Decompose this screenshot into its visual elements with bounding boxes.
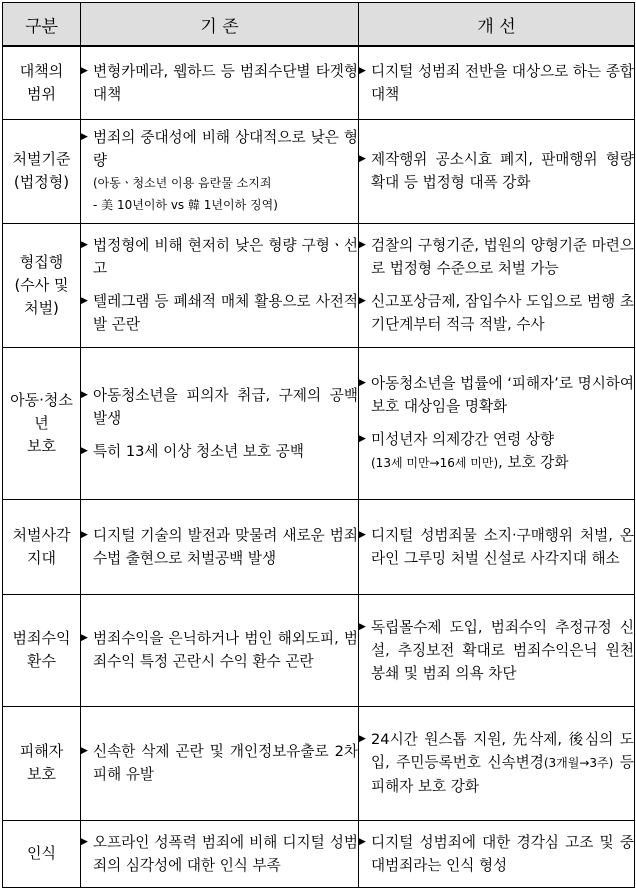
category-line: 처벌) <box>24 298 59 317</box>
bullet-item: ▶ 변형카메라, 웹하드 등 범죄수단별 타겟형 대책 <box>81 60 358 106</box>
table-row <box>3 119 635 223</box>
bullet-item: ▶ 디지털 성범죄 전반을 대상으로 하는 종합대책 <box>359 60 634 106</box>
before-cell <box>81 706 359 820</box>
category-line: 지대 <box>27 548 56 567</box>
bullet-item: ▶ 오프라인 성폭력 범죄에 비해 디지털 성범죄의 심각성에 대한 인식 부족 <box>81 831 358 877</box>
comparison-table <box>2 2 635 888</box>
category-line: 범죄수익 <box>12 629 71 647</box>
after-cell <box>359 223 635 347</box>
header-category: 구분 <box>3 3 81 47</box>
bullet-item: ▶ 독립몰수제 도입, 범죄수익 추정규정 신설, 추징보전 확대로 범죄수익은닉 원천 봉쇄 및 범죄 의욕 차단 <box>359 616 634 685</box>
before-cell <box>81 594 359 706</box>
bullet-arrow-icon: ▶ <box>359 621 366 632</box>
bullet-item: ▶ 범죄의 중대성에 비해 상대적으로 낮은 형량 (아동ㆍ청소년 이용 음란물 소지죄 - 美 10년이하 vs 韓 1년이하 징역) <box>81 126 358 216</box>
category-cell <box>3 223 81 347</box>
bullet-arrow-icon: ▶ <box>81 836 88 847</box>
category-line: 범위 <box>27 84 56 103</box>
bullet-arrow-icon: ▶ <box>359 65 366 76</box>
bullet-item: ▶ 법정형에 비해 현저히 낮은 형량 구형ㆍ선고 <box>81 234 358 280</box>
bullet-arrow-icon: ▶ <box>359 529 366 540</box>
bullet-arrow-icon: ▶ <box>81 633 88 643</box>
footnote: - 美 10년이하 vs 韓 1년이하 징역) <box>93 198 278 212</box>
category-line: (수사 및 <box>14 275 69 294</box>
bullet-arrow-icon: ▶ <box>81 389 88 400</box>
category-line: 대책의 <box>19 61 64 80</box>
small-note: (3개월→3주) <box>543 756 614 770</box>
bullet-item: ▶ 디지털 성범죄에 대한 경각심 고조 및 중대범죄라는 인식 형성 <box>359 831 634 877</box>
bullet-arrow-icon: ▶ <box>81 746 88 756</box>
bullet-arrow-icon: ▶ <box>359 240 366 250</box>
bullet-arrow-icon: ▶ <box>81 132 88 142</box>
category-cell <box>3 706 81 820</box>
bullet-arrow-icon: ▶ <box>359 836 366 847</box>
bullet-arrow-icon: ▶ <box>81 445 88 456</box>
before-cell <box>81 46 359 119</box>
table-row <box>3 499 635 594</box>
bullet-item: ▶ 특히 13세 이상 청소년 보호 공백 <box>81 440 358 463</box>
before-cell <box>81 223 359 347</box>
category-line: 아동‧청소년 <box>10 390 73 432</box>
before-cell <box>81 119 359 223</box>
table-row <box>3 706 635 820</box>
bullet-item: ▶ 미성년자 의제강간 연령 상향 (13세 미만→16세 미만), 보호 강화 <box>359 428 634 475</box>
bullet-item: ▶ 신고포상금제, 잠입수사 도입으로 범행 초기단계부터 적극 적발, 수사 <box>359 290 634 336</box>
after-cell <box>359 820 635 887</box>
bullet-item: ▶ 아동청소년을 법률에 ‘피해자’로 명시하여 보호 대상임을 명확화 <box>359 372 634 418</box>
category-line: 보호 <box>27 765 56 783</box>
after-cell <box>359 594 635 706</box>
bullet-item: ▶ 디지털 기술의 발전과 맞물려 새로운 범죄수법 출현으로 처벌공백 발생 <box>81 524 358 570</box>
category-line: 피해자 <box>19 742 64 760</box>
bullet-arrow-icon: ▶ <box>359 154 366 164</box>
before-cell <box>81 820 359 887</box>
table-row <box>3 223 635 347</box>
category-line: 보호 <box>27 436 56 455</box>
before-cell <box>81 347 359 499</box>
table-row <box>3 46 635 119</box>
category-line: 처벌사각 <box>12 525 71 544</box>
after-cell <box>359 46 635 119</box>
bullet-item: ▶ 텔레그램 등 폐쇄적 매체 활용으로 사전적발 곤란 <box>81 290 358 336</box>
category-line: (법정형) <box>13 173 70 191</box>
bullet-arrow-icon: ▶ <box>359 296 366 306</box>
category-line: 인식 <box>27 844 56 862</box>
bullet-arrow-icon: ▶ <box>359 734 366 744</box>
bullet-item: ▶ 검찰의 구형기준, 법원의 양형기준 마련으로 법정형 수준으로 처벌 가능 <box>359 234 634 280</box>
bullet-item: ▶ 24시간 원스톱 지원, 先삭제, 後심의 도입, 주민등록번호 신속변경(3개월→3주) 등 피해자 보호 강화 <box>359 728 634 798</box>
bullet-arrow-icon: ▶ <box>359 377 366 388</box>
category-line: 처벌기준 <box>12 150 71 168</box>
table-row <box>3 347 635 499</box>
header-before: 기 존 <box>81 3 359 47</box>
bullet-item: ▶ 제작행위 공소시효 폐지, 판매행위 형량 확대 등 법정형 대폭 강화 <box>359 148 634 194</box>
table-row <box>3 820 635 887</box>
bullet-item: ▶ 디지털 성범죄물 소지‧구매행위 처벌, 온라인 그루밍 처벌 신설로 사각지대 해소 <box>359 524 634 570</box>
header-after: 개 선 <box>359 3 635 47</box>
category-cell <box>3 119 81 223</box>
after-cell <box>359 347 635 499</box>
bullet-arrow-icon: ▶ <box>81 240 88 250</box>
category-line: 환수 <box>27 652 56 670</box>
after-cell <box>359 706 635 820</box>
small-note: (13세 미만→16세 미만) <box>371 455 499 470</box>
category-cell <box>3 347 81 499</box>
bullet-item: ▶ 아동청소년을 피의자 취급, 구제의 공백 발생 <box>81 384 358 430</box>
category-cell <box>3 499 81 594</box>
category-cell <box>3 46 81 119</box>
bullet-item: ▶ 범죄수익을 은닉하거나 범인 해외도피, 범죄수익 특정 곤란시 수익 환수 곤란 <box>81 627 358 673</box>
after-cell <box>359 119 635 223</box>
table-row <box>3 594 635 706</box>
after-cell <box>359 499 635 594</box>
category-cell <box>3 594 81 706</box>
bullet-arrow-icon: ▶ <box>81 296 88 306</box>
footnote: (아동ㆍ청소년 이용 음란물 소지죄 <box>93 176 272 190</box>
bullet-item: ▶ 신속한 삭제 곤란 및 개인정보유출로 2차 피해 유발 <box>81 740 358 786</box>
before-cell <box>81 499 359 594</box>
category-line: 형집행 <box>19 252 64 271</box>
category-cell <box>3 820 81 887</box>
bullet-arrow-icon: ▶ <box>81 529 88 540</box>
header-row <box>3 3 635 47</box>
bullet-arrow-icon: ▶ <box>81 65 88 76</box>
bullet-arrow-icon: ▶ <box>359 433 366 444</box>
